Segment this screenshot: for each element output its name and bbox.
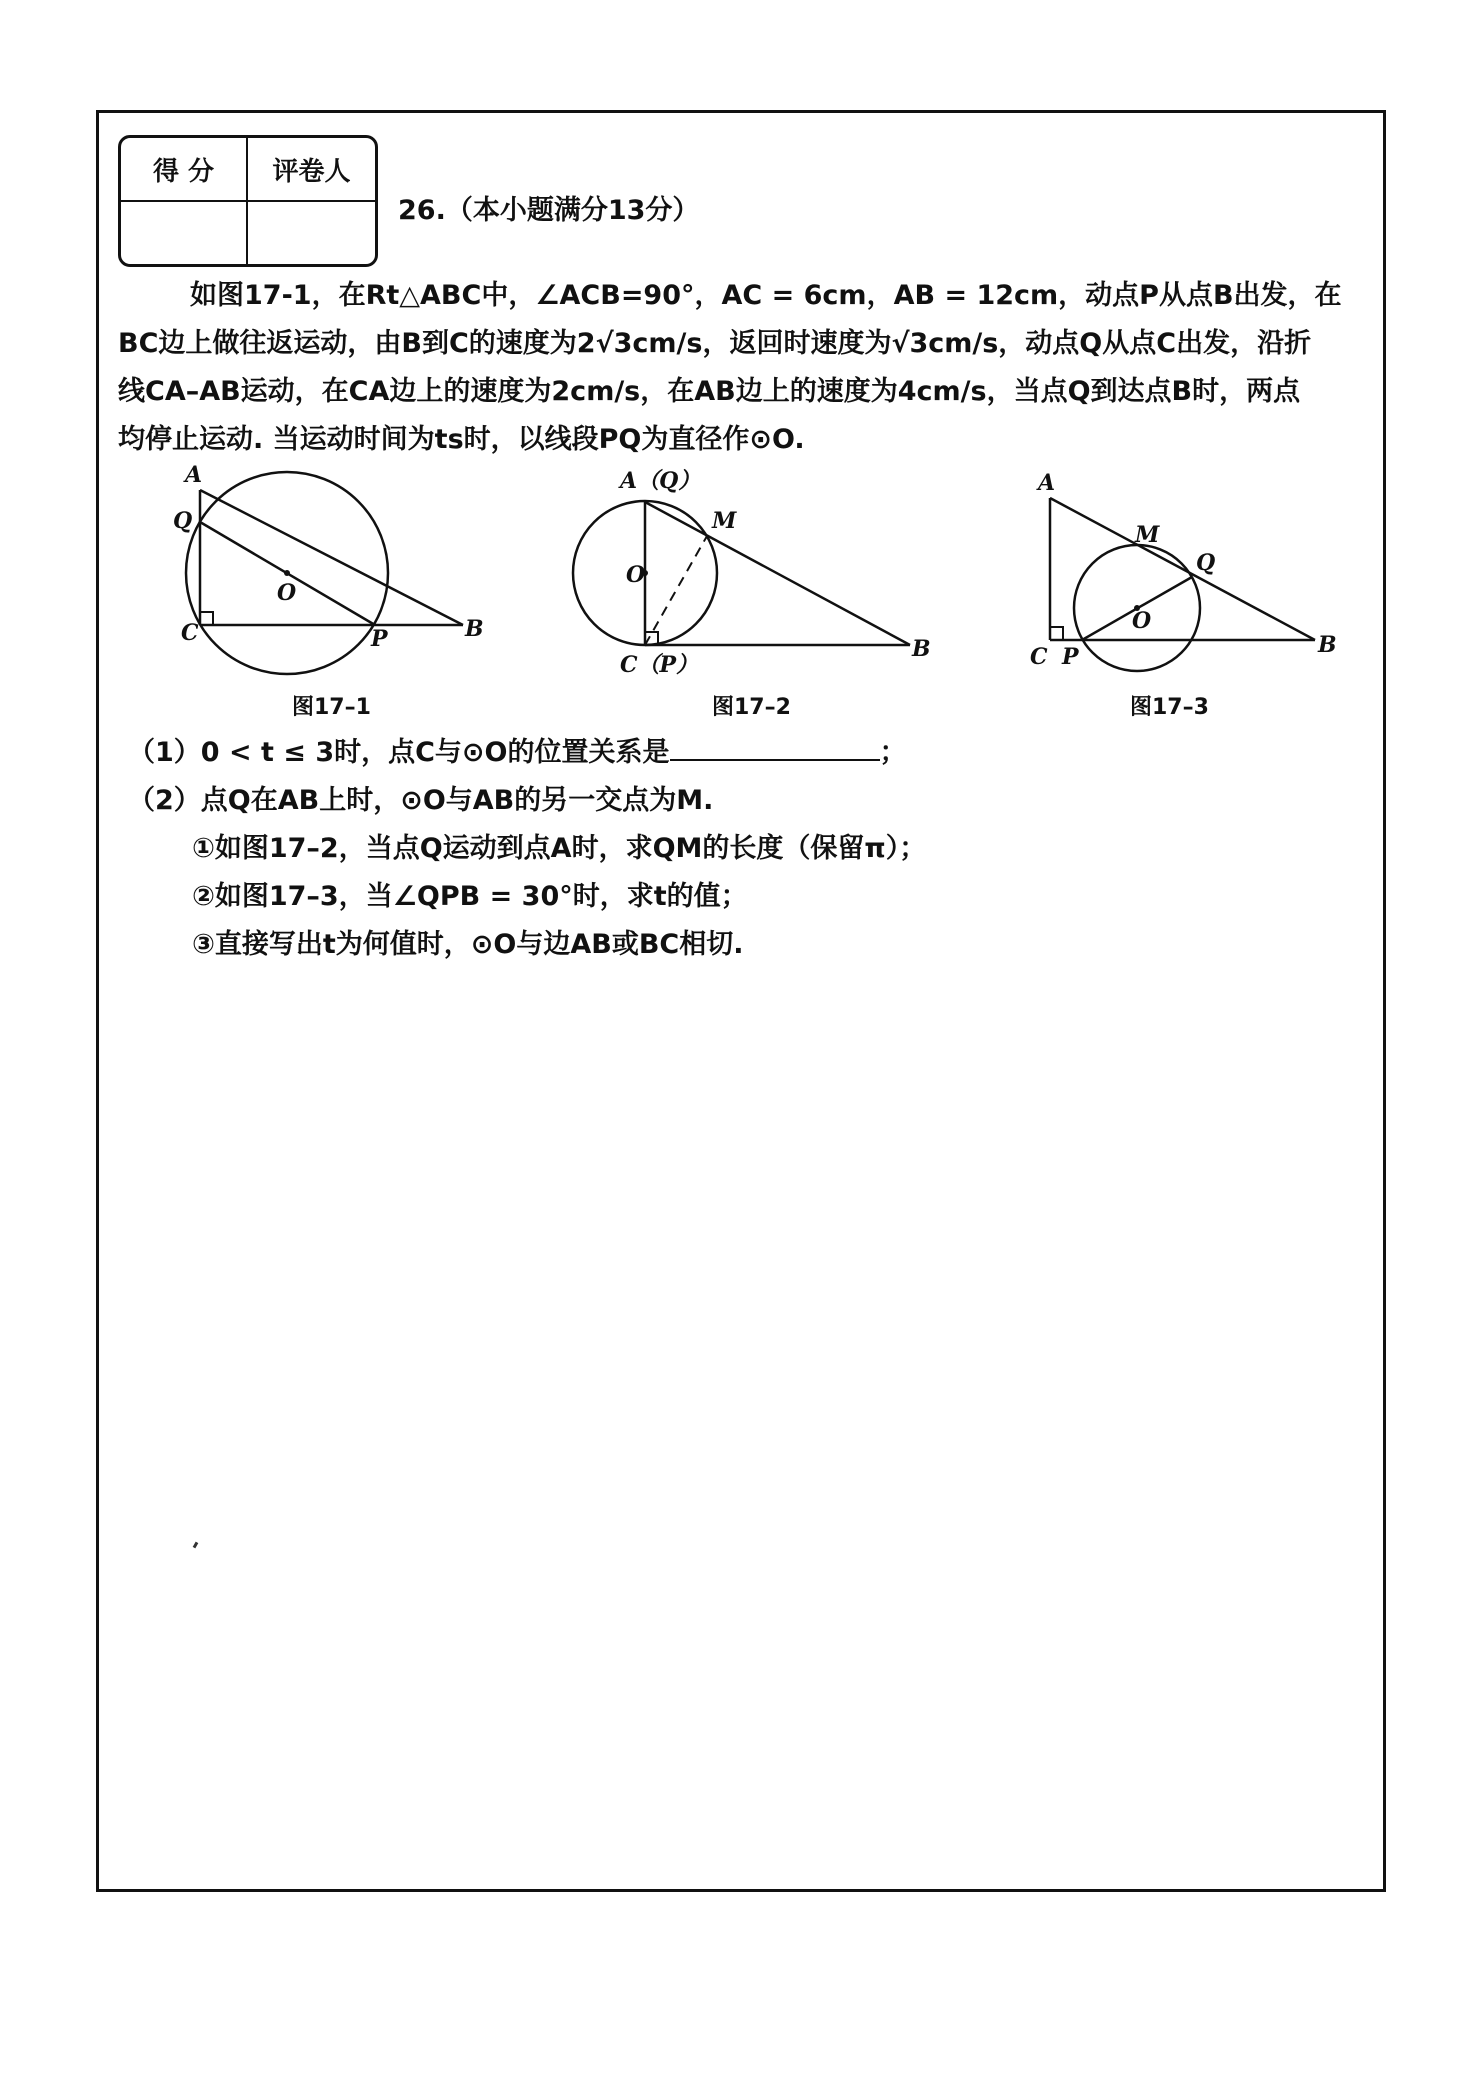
label-O: O bbox=[626, 562, 646, 588]
label-O: O bbox=[1132, 608, 1152, 634]
label-B: B bbox=[912, 636, 931, 662]
subquestion-2-ii: ②如图17–3，当∠QPB = 30°时，求t的值； bbox=[192, 881, 748, 912]
figure-17-3-diagram bbox=[1020, 460, 1360, 680]
label-O: O bbox=[277, 580, 297, 606]
figure-17-3 bbox=[1020, 460, 1360, 680]
stem-line: 线CA–AB运动，在CA边上的速度为2cm/s，在AB边上的速度为4cm/s，当点Q到达点B时，两点 bbox=[118, 376, 1301, 407]
figure-17-1-diagram bbox=[165, 460, 495, 680]
subquestion-2-i: ①如图17–2，当点Q运动到点A时，求QM的长度（保留π）； bbox=[192, 833, 927, 864]
score-header: 得 分 bbox=[121, 138, 248, 202]
figure-17-1 bbox=[165, 460, 495, 680]
subquestion-2: （2）点Q在AB上时，⊙O与AB的另一交点为M. bbox=[128, 785, 714, 816]
caption-17-1: 图17–1 bbox=[292, 695, 371, 720]
label-C: C bbox=[181, 620, 199, 646]
label-Q: Q bbox=[173, 508, 193, 534]
caption-17-2: 图17–2 bbox=[712, 695, 791, 720]
subquestion-1-suffix: ； bbox=[879, 737, 907, 768]
subquestion-2-iii: ③直接写出t为何值时，⊙O与边AB或BC相切. bbox=[192, 929, 744, 960]
caption-17-3: 图17–3 bbox=[1130, 695, 1209, 720]
answer-blank[interactable] bbox=[670, 733, 880, 761]
label-B: B bbox=[1318, 632, 1337, 658]
label-P: P bbox=[371, 626, 388, 652]
stem-line: BC边上做往返运动，由B到C的速度为2√3cm/s，返回时速度为√3cm/s，动点Q从点C出发，沿折 bbox=[118, 328, 1312, 359]
question-stem bbox=[118, 272, 1368, 464]
label-A: A bbox=[1038, 470, 1056, 496]
label-A-Q: A（Q） bbox=[620, 468, 701, 494]
subquestion-1 bbox=[128, 730, 907, 769]
label-Q: Q bbox=[1196, 550, 1216, 576]
label-P: P bbox=[1062, 644, 1079, 670]
label-M: M bbox=[1135, 522, 1160, 548]
figure-17-2 bbox=[560, 460, 940, 690]
subquestion-1-text: （1）0 < t ≤ 3时，点C与⊙O的位置关系是 bbox=[128, 737, 670, 768]
label-A: A bbox=[185, 462, 203, 488]
label-M: M bbox=[712, 508, 737, 534]
score-field[interactable] bbox=[121, 202, 248, 264]
label-C-P: C（P） bbox=[620, 652, 699, 678]
figure-17-2-diagram bbox=[560, 460, 940, 690]
label-B: B bbox=[465, 616, 484, 642]
grader-header: 评卷人 bbox=[248, 138, 375, 202]
score-table bbox=[118, 135, 378, 267]
label-C: C bbox=[1030, 644, 1048, 670]
question-title: 26.（本小题满分13分） bbox=[398, 195, 700, 226]
stem-line: 如图17-1，在Rt△ABC中，∠ACB=90°，AC = 6cm，AB = 12cm，动点P从点B出发，在 bbox=[190, 280, 1342, 311]
stem-line: 均停止运动. 当运动时间为ts时，以线段PQ为直径作⊙O. bbox=[118, 424, 805, 455]
grader-field[interactable] bbox=[248, 202, 375, 264]
